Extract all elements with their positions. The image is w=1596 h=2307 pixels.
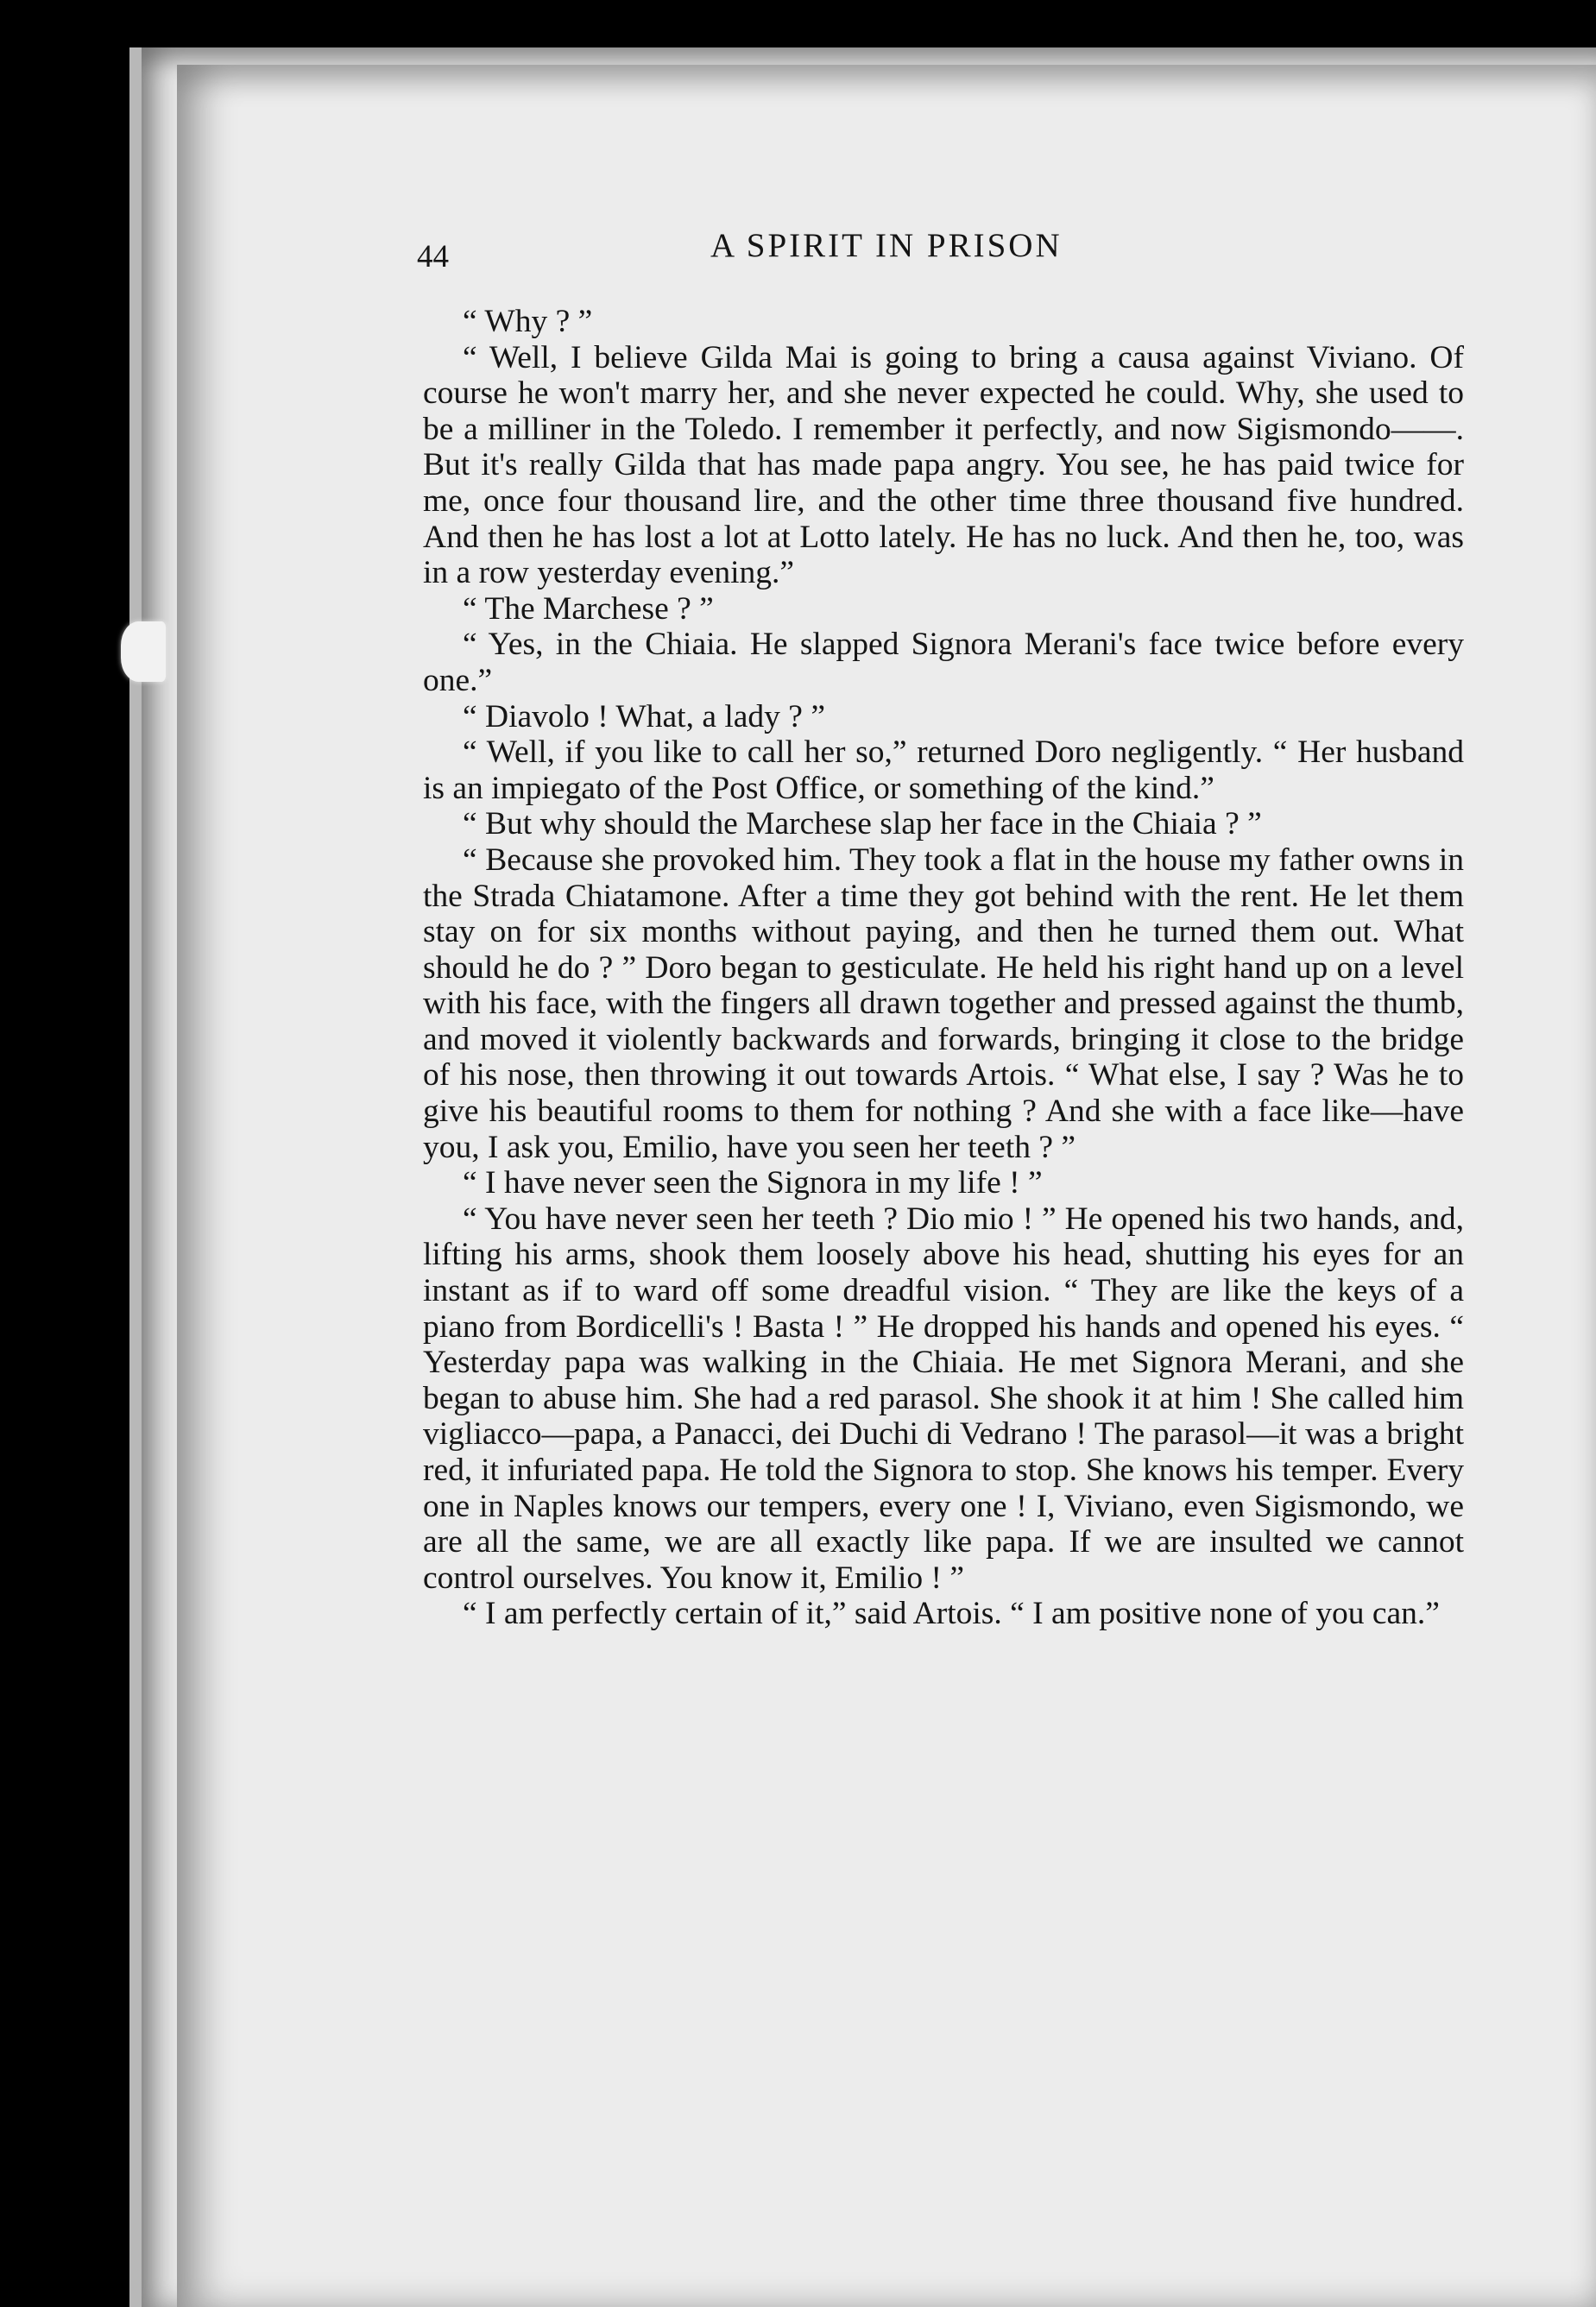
running-head: A SPIRIT IN PRISON bbox=[710, 227, 1063, 264]
paragraph: “ Yes, in the Chiaia. He slapped Signora Merani's face twice before every one.” bbox=[423, 627, 1464, 698]
paragraph: “ Diavolo ! What, a lady ? ” bbox=[463, 698, 825, 734]
paragraph: “ Well, I believe Gilda Mai is going to bring a causa against Viviano. Of course he won't marry her, and she never expected he could. Why, she used to be a milliner in the Toledo. I remember it perfectly, and now Sigismondo——. But it's really Gilda that has made papa angry. You see, he has paid twice for me, once four thousand lire, and the other time three thousand five hundred. And then he has lost a lot at Lotto lately. He has no luck. And then he, too, was in a row yesterday evening.” bbox=[423, 339, 1464, 591]
paragraph: “ I have never seen the Signora in my life ! ” bbox=[463, 1165, 1043, 1201]
paragraph: “ I am perfectly certain of it,” said Artois. “ I am positive none of you can.” bbox=[463, 1596, 1440, 1632]
page-header bbox=[417, 226, 1461, 278]
body-text bbox=[423, 304, 1464, 1632]
page-edge-tab bbox=[121, 621, 166, 682]
paragraph: “ Because she provoked him. They took a flat in the house my father owns in the Strada Chiatamone. After a time they got behind with the rent. He let them stay on for six months without paying, and then he turned them out. What should he do ? ” Doro began to gesticulate. He held his right hand up on a level with his face, with the fingers all drawn together and pressed against the thumb, and moved it violently backwards and forwards, bringing it close to the bridge of his nose, then throwing it out towards Artois. “ What else, I say ? Was he to give his beautiful rooms to them for nothing ? And she with a face like—have you, I ask you, Emilio, have you seen her teeth ? ” bbox=[423, 841, 1464, 1165]
paragraph: “ Why ? ” bbox=[463, 304, 593, 339]
paragraph: “ The Marchese ? ” bbox=[463, 590, 714, 627]
paragraph: “ Well, if you like to call her so,” returned Doro negligently. “ Her husband is an impiegato of the Post Office, or something of the kind.” bbox=[423, 734, 1464, 806]
paragraph: “ But why should the Marchese slap her face in the Chiaia ? ” bbox=[463, 806, 1262, 842]
paragraph: “ You have never seen her teeth ? Dio mio ! ” He opened his two hands, and, lifting his arms, shook them loosely above his head, shutting his eyes for an instant as if to ward off some dreadful vision. “ They are like the keys of a piano from Bordicelli's ! Basta ! ” He dropped his hands and opened his eyes. “ Yesterday papa was walking in the Chiaia. He met Signora Merani, and she began to abuse him. She had a red parasol. She shook it at him ! She called him vigliacco—papa, a Panacci, dei Duchi di Vedrano ! The parasol—it was a bright red, it infuriated papa. He told the Signora to stop. She knows his temper. Every one in Naples knows our tempers, every one ! I, Viviano, even Sigismondo, we are all the same, we are all exactly like papa. If we are insulted we cannot control ourselves. You know it, Emilio ! ” bbox=[423, 1201, 1464, 1596]
page-number: 44 bbox=[417, 239, 449, 274]
